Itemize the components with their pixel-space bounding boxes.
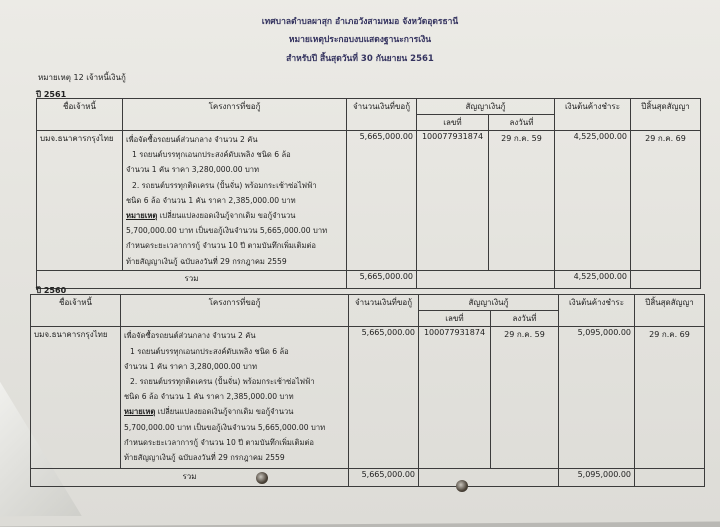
table-row <box>31 327 705 468</box>
table-row <box>37 131 701 271</box>
header-period: สำหรับปี สิ้นสุดวันที่ 30 กันยายน 2561 <box>286 54 434 64</box>
project-line: จำนวน 1 คัน ราคา 3,280,000.00 บาท <box>126 165 260 175</box>
project-line: กำหนดระยะเวลาการกู้ จำนวน 10 ปี ตามบันทึกเพิ่มเติมต่อ <box>126 241 316 251</box>
year-label-2561: ปี 2561 <box>36 90 67 99</box>
total-empty <box>417 270 555 288</box>
col-date-header: ลงวันที่ <box>489 115 555 131</box>
contract-number-cell: 100077931874 <box>417 131 489 271</box>
header-organization: เทศบาลตำบลผาสุก อำเภอวังสามหมอ จังหวัดอุดรธานี <box>261 17 459 27</box>
total-label: รวม <box>37 270 347 288</box>
note-label: หมายเหตุ <box>124 407 156 417</box>
header-title: หมายเหตุประกอบงบแสดงฐานะการเงิน <box>288 35 432 45</box>
project-line: ชนิด 6 ล้อ จำนวน 1 คัน ราคา 2,385,000.00 บาท <box>126 195 296 205</box>
col-date-header: ลงวันที่ <box>491 311 559 327</box>
amount-cell: 5,665,000.00 <box>349 327 419 468</box>
col-end-header: ปีสิ้นสุดสัญญา <box>631 99 701 131</box>
col-amount-header: จำนวนเงินที่ขอกู้ <box>349 295 419 327</box>
col-number-header: เลขที่ <box>417 115 489 131</box>
total-empty <box>635 468 705 486</box>
project-line: จำนวน 1 คัน ราคา 3,280,000.00 บาท <box>124 361 258 371</box>
total-row <box>37 270 701 288</box>
note-text: เปลี่ยนแปลงยอดเงินกู้จากเดิม ขอกู้จำนวน <box>155 407 294 417</box>
contract-date-cell: 29 ก.ค. 59 <box>491 327 559 468</box>
loan-table-2561 <box>36 98 701 289</box>
col-project-header: โครงการที่ขอกู้ <box>123 99 347 131</box>
col-balance-header: เงินต้นค้างชำระ <box>559 295 635 327</box>
total-label: รวม <box>31 468 349 486</box>
project-line: 5,700,000.00 บาท เป็นขอกู้เงินจำนวน 5,665,000.00 บาท <box>124 422 326 432</box>
total-empty <box>631 270 701 288</box>
col-creditor-header: ชื่อเจ้าหนี้ <box>31 295 121 327</box>
end-cell: 29 ก.ค. 69 <box>635 327 705 468</box>
project-line: 1 รถยนต์บรรทุกเอนกประสงค์ดับเพลิง ชนิด 6 ล้อ <box>130 346 289 356</box>
contract-date-cell: 29 ก.ค. 59 <box>489 131 555 271</box>
project-line: เพื่อจัดซื้อรถยนต์ส่วนกลาง จำนวน 2 คัน <box>126 135 258 144</box>
amount-cell: 5,665,000.00 <box>347 131 417 271</box>
note-label: หมายเหตุ <box>126 211 158 221</box>
project-cell <box>123 131 347 271</box>
col-amount-header: จำนวนเงินที่ขอกู้ <box>347 99 417 131</box>
col-balance-header: เงินต้นค้างชำระ <box>555 99 631 131</box>
project-line: เพื่อจัดซื้อรถยนต์ส่วนกลาง จำนวน 2 คัน <box>124 331 256 341</box>
balance-cell: 4,525,000.00 <box>555 131 631 271</box>
note-text: เปลี่ยนแปลงยอดเงินกู้จากเดิม ขอกู้จำนวน <box>157 211 296 221</box>
total-balance: 5,095,000.00 <box>559 468 635 486</box>
creditor-cell: บมจ.ธนาคารกรุงไทย <box>31 327 121 468</box>
contract-number-cell: 100077931874 <box>419 327 491 468</box>
total-row <box>31 468 705 486</box>
project-line: กำหนดระยะเวลาการกู้ จำนวน 10 ปี ตามบันทึกเพิ่มเติมต่อ <box>124 437 314 447</box>
col-project-header: โครงการที่ขอกู้ <box>121 295 349 327</box>
total-amount: 5,665,000.00 <box>349 468 419 486</box>
project-cell <box>121 327 349 468</box>
note-title: หมายเหตุ 12 เจ้าหนี้เงินกู้ <box>38 73 126 82</box>
project-line: 2. รถยนต์บรรทุกติดเครน (ปั้นจั่น) พร้อมกระเช้าซ่อไฟฟ้า <box>130 376 315 386</box>
end-cell: 29 ก.ค. 69 <box>631 131 701 271</box>
year-label-2560: ปี 2560 <box>36 286 67 295</box>
project-note-line <box>126 208 343 223</box>
punch-hole <box>456 480 468 492</box>
total-amount: 5,665,000.00 <box>347 270 417 288</box>
total-balance: 4,525,000.00 <box>555 270 631 288</box>
balance-cell: 5,095,000.00 <box>559 327 635 468</box>
col-contract-header: สัญญาเงินกู้ <box>417 99 555 115</box>
project-line: ชนิด 6 ล้อ จำนวน 1 คัน ราคา 2,385,000.00 บาท <box>124 392 294 402</box>
total-empty <box>419 468 559 486</box>
col-end-header: ปีสิ้นสุดสัญญา <box>635 295 705 327</box>
col-creditor-header: ชื่อเจ้าหนี้ <box>37 99 123 131</box>
col-number-header: เลขที่ <box>419 311 491 327</box>
project-line: ท้ายสัญญาเงินกู้ ฉบับลงวันที่ 29 กรกฎาคม 2559 <box>126 256 287 266</box>
punch-hole <box>256 472 268 484</box>
col-contract-header: สัญญาเงินกู้ <box>419 295 559 311</box>
project-line: 5,700,000.00 บาท เป็นขอกู้เงินจำนวน 5,665,000.00 บาท <box>126 226 328 236</box>
project-line: 1 รถยนต์บรรทุกเอนกประสงค์ดับเพลิง ชนิด 6 ล้อ <box>132 150 291 160</box>
project-note-line <box>124 404 345 419</box>
loan-table-2560 <box>30 294 705 487</box>
project-line: 2. รถยนต์บรรทุกติดเครน (ปั้นจั่น) พร้อมกระเช้าซ่อไฟฟ้า <box>132 180 317 190</box>
creditor-cell: บมจ.ธนาคารกรุงไทย <box>37 131 123 271</box>
project-line: ท้ายสัญญาเงินกู้ ฉบับลงวันที่ 29 กรกฎาคม 2559 <box>124 452 285 462</box>
